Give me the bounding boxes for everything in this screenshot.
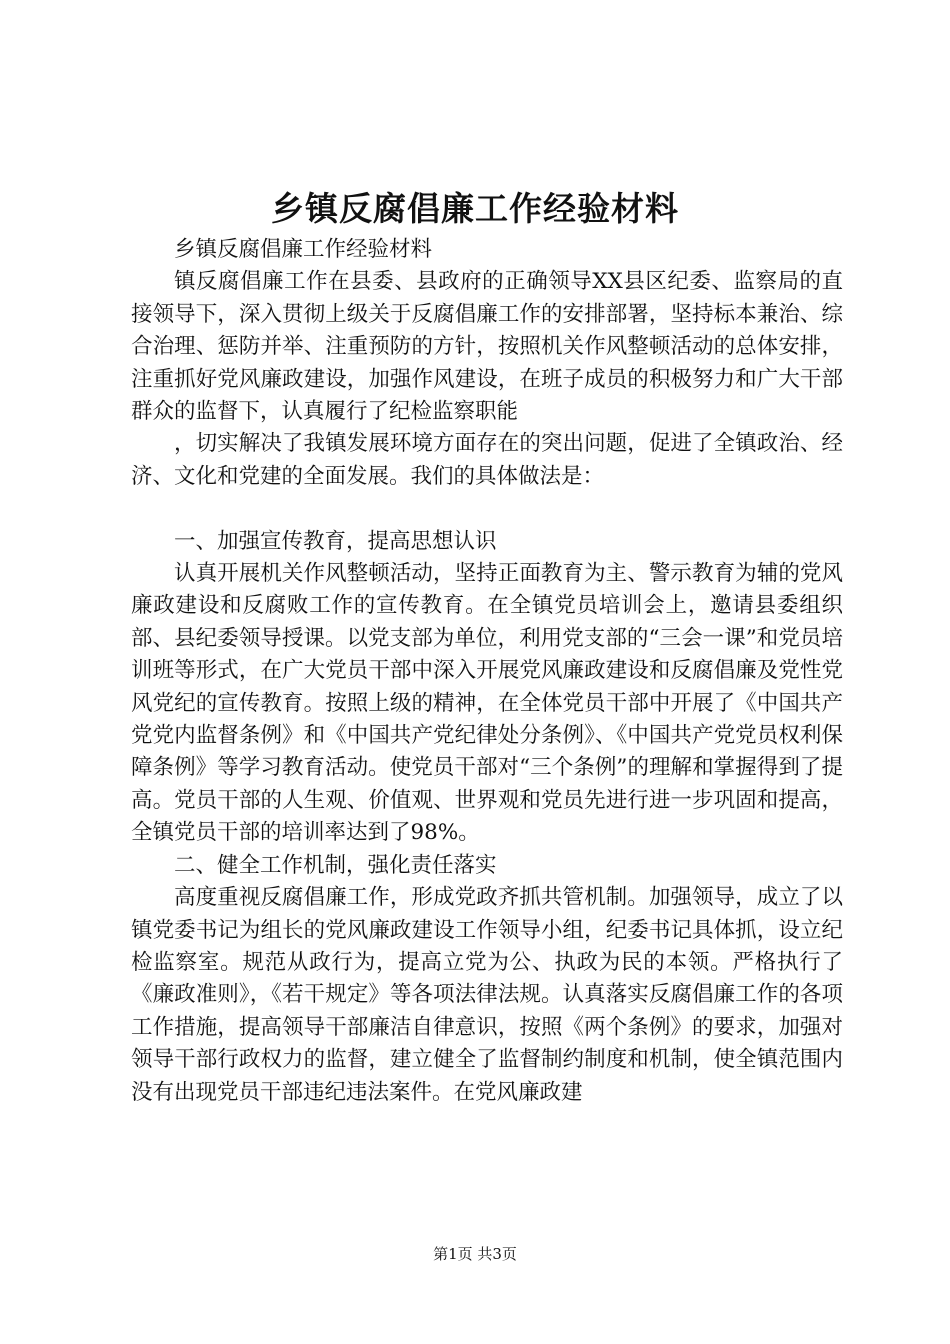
intro-continuation-paragraph: ，切实解决了我镇发展环境方面存在的突出问题，促进了全镇政治、经济、文化和党建的全面发展。我们的具体做法是： — [131, 431, 843, 489]
section-1-paragraph: 认真开展机关作风整顿活动，坚持正面教育为主、警示教育为辅的党风廉政建设和反腐败工作的宣传教育。在全镇党员培训会上，邀请县委组织部、县纪委领导授课。以党支部为单位，利用党支部的“三会一课”和党员培训班等形式，在广大党员干部中深入开展党风廉政建设和反腐倡廉及党性党风党纪的宣传教育。按照上级的精神，在全体党员干部中开展了《中国共产党党内监督条例》和《中国共产党纪律处分条例》、《中国共产党党员权利保障条例》等学习教育活动。使党员干部对“三个条例”的理解和掌握得到了提高。党员干部的人生观、价值观、世界观和党员先进行进一步巩固和提高，全镇党员干部的培训率达到了98%。 — [131, 561, 843, 846]
section-2-paragraph: 高度重视反腐倡廉工作，形成党政齐抓共管机制。加强领导，成立了以镇党委书记为组长的党风廉政建设工作领导小组，纪委书记具体抓，设立纪检监察室。规范从政行为，提高立党为公、执政为民的本领。严格执行了《廉政准则》，《若干规定》等各项法律法规。认真落实反腐倡廉工作的各项工作措施，提高领导干部廉洁自律意识，按照《两个条例》的要求，加强对领导干部行政权力的监督，建立健全了监督制约制度和机制，使全镇范围内没有出现党员干部违纪违法案件。在党风廉政建 — [131, 885, 843, 1105]
subtitle-paragraph: 乡镇反腐倡廉工作经验材料 — [174, 237, 433, 262]
document-title: 乡镇反腐倡廉工作经验材料 — [271, 189, 679, 228]
section-heading-1: 一、加强宣传教育，提高思想认识 — [174, 528, 497, 554]
section-heading-2: 二、健全工作机制，强化责任落实 — [174, 852, 497, 878]
document-body — [131, 234, 843, 1109]
paragraph-spacer — [131, 493, 843, 525]
intro-paragraph: 镇反腐倡廉工作在县委、县政府的正确领导XX县区纪委、监察局的直接领导下，深入贯彻上级关于反腐倡廉工作的安排部署，坚持标本兼治、综合治理、惩防并举、注重预防的方针，按照机关作风整顿活动的总体安排，注重抓好党风廉政建设，加强作风建设，在班子成员的积极努力和广大干部群众的监督下，认真履行了纪检监察职能 — [131, 269, 843, 425]
page-footer: 第1页 共3页 — [433, 1245, 517, 1263]
